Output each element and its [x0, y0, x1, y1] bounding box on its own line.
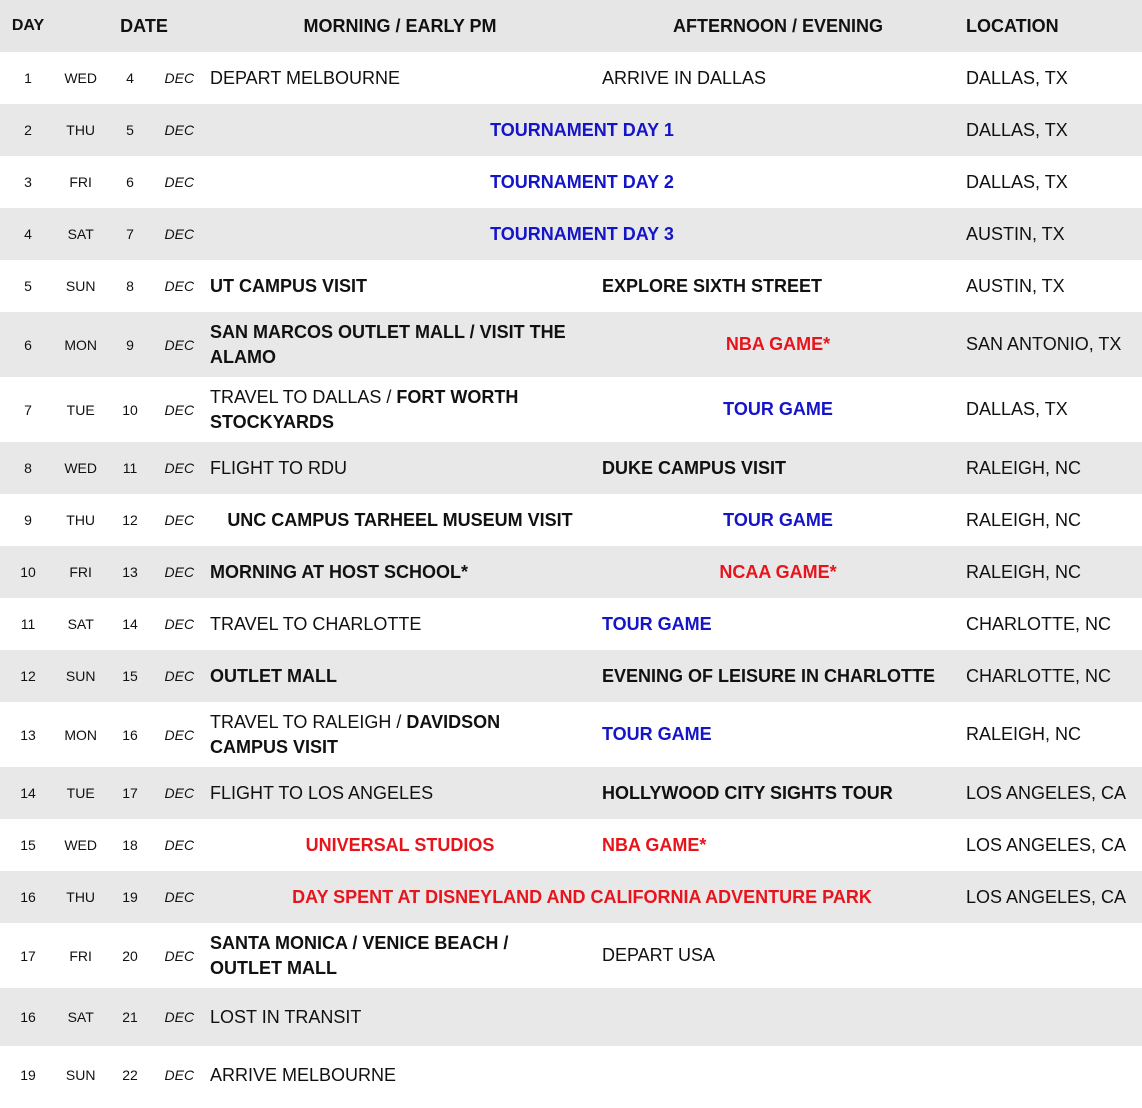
month: DEC [164, 278, 195, 294]
merged-activity: TOURNAMENT DAY 3 [204, 208, 960, 260]
location: DALLAS, TX [966, 171, 1068, 192]
month: DEC [164, 401, 195, 418]
location: DALLAS, TX [966, 399, 1068, 419]
day-number: 1 [24, 70, 32, 86]
day-number: 17 [20, 947, 36, 964]
weekday: WED [56, 442, 105, 494]
date-number: 22 [122, 1067, 138, 1083]
morning-activity-bold: FORT WORTH STOCKYARDS [210, 386, 519, 432]
location: RALEIGH, NC [966, 509, 1082, 530]
day-number: 6 [0, 312, 56, 377]
month: DEC [164, 616, 195, 632]
afternoon-activity: EVENING OF LEISURE IN CHARLOTTE [596, 650, 960, 702]
date-number: 4 [126, 70, 134, 86]
weekday: WED [64, 70, 97, 86]
table-row [0, 598, 1142, 650]
month: DEC [155, 546, 204, 598]
afternoon-activity: DEPART USA [602, 945, 716, 965]
weekday: TUE [56, 767, 105, 819]
weekday: SUN [65, 1067, 96, 1083]
month: DEC [155, 208, 204, 260]
weekday: SAT [67, 616, 94, 632]
month: DEC [164, 947, 195, 964]
morning-activity: UNIVERSAL STUDIOS [305, 834, 495, 855]
date-number: 20 [122, 947, 138, 964]
date-number: 7 [105, 208, 154, 260]
month: DEC [164, 1067, 195, 1083]
header-row [0, 0, 1142, 52]
date-number: 16 [122, 726, 138, 743]
weekday: FRI [56, 546, 105, 598]
day-number: 16 [0, 871, 56, 923]
day-number: 19 [20, 1067, 36, 1083]
morning-activity-part: TRAVEL TO RALEIGH / [210, 711, 407, 732]
month: DEC [155, 988, 204, 1046]
weekday: SAT [56, 208, 105, 260]
weekday: MON [64, 726, 97, 743]
afternoon-activity: NCAA GAME* [596, 546, 960, 598]
weekday: THU [66, 512, 96, 528]
date-number: 15 [105, 650, 154, 702]
location: LOS ANGELES, CA [960, 871, 1142, 923]
date-number: 14 [122, 616, 138, 632]
table-row [0, 988, 1142, 1046]
morning-activity: OUTLET MALL [204, 650, 596, 702]
date-number: 5 [105, 104, 154, 156]
weekday: SAT [56, 988, 105, 1046]
weekday: WED [64, 837, 97, 853]
weekday: THU [56, 104, 105, 156]
day-number: 14 [0, 767, 56, 819]
location: DALLAS, TX [960, 104, 1142, 156]
table-row [0, 156, 1142, 208]
location [960, 988, 1142, 1046]
morning-activity: UT CAMPUS VISIT [210, 275, 368, 296]
morning-activity: FLIGHT TO RDU [204, 442, 596, 494]
date-number: 17 [105, 767, 154, 819]
merged-activity: TOURNAMENT DAY 2 [490, 171, 674, 192]
afternoon-activity: TOUR GAME [602, 613, 712, 634]
merged-activity: DAY SPENT AT DISNEYLAND AND CALIFORNIA ADVENTURE PARK [204, 871, 960, 923]
merged-activity: TOURNAMENT DAY 1 [204, 104, 960, 156]
table-row [0, 52, 1142, 104]
location: DALLAS, TX [966, 67, 1068, 88]
afternoon-activity [596, 988, 960, 1046]
table-row [0, 494, 1142, 546]
table-row [0, 871, 1142, 923]
month: DEC [164, 174, 195, 190]
month: DEC [164, 70, 195, 86]
morning-activity: SANTA MONICA / VENICE BEACH / OUTLET MALL [210, 932, 509, 978]
table-row [0, 1046, 1142, 1104]
table-row [0, 377, 1142, 442]
afternoon-activity: ARRIVE IN DALLAS [602, 67, 767, 88]
location: LOS ANGELES, CA [960, 767, 1142, 819]
day-number: 5 [24, 278, 32, 294]
header-date: DATE [56, 0, 204, 52]
day-number: 7 [24, 401, 32, 418]
weekday: THU [56, 871, 105, 923]
day-number: 9 [24, 512, 32, 528]
day-number: 10 [0, 546, 56, 598]
date-number: 18 [122, 837, 138, 853]
date-number: 11 [105, 442, 154, 494]
day-number: 8 [0, 442, 56, 494]
date-number: 13 [105, 546, 154, 598]
morning-activity: ARRIVE MELBOURNE [210, 1064, 397, 1085]
header-afternoon: AFTERNOON / EVENING [596, 0, 960, 52]
afternoon-activity: TOUR GAME [723, 509, 833, 530]
afternoon-activity [596, 1046, 960, 1104]
header-location: LOCATION [960, 0, 1142, 52]
table-row [0, 442, 1142, 494]
morning-activity-part: TRAVEL TO DALLAS / [210, 386, 397, 407]
morning-activity: MORNING AT HOST SCHOOL* [204, 546, 596, 598]
date-number: 12 [122, 512, 138, 528]
table-row [0, 650, 1142, 702]
day-number: 16 [0, 988, 56, 1046]
month: DEC [164, 837, 195, 853]
location [960, 1046, 1142, 1104]
location: CHARLOTTE, NC [966, 613, 1112, 634]
table-row [0, 767, 1142, 819]
morning-activity: SAN MARCOS OUTLET MALL / VISIT THE ALAMO [204, 312, 596, 377]
day-number: 11 [20, 616, 36, 632]
header-morning: MORNING / EARLY PM [204, 0, 596, 52]
month: DEC [155, 442, 204, 494]
afternoon-activity: NBA GAME* [596, 312, 960, 377]
morning-activity [204, 702, 596, 767]
date-number: 8 [126, 278, 134, 294]
afternoon-activity: HOLLYWOOD CITY SIGHTS TOUR [596, 767, 960, 819]
location: AUSTIN, TX [960, 208, 1142, 260]
morning-activity [204, 377, 596, 442]
location: SAN ANTONIO, TX [960, 312, 1142, 377]
table-row [0, 702, 1142, 767]
morning-activity: FLIGHT TO LOS ANGELES [204, 767, 596, 819]
morning-activity: DEPART MELBOURNE [210, 67, 401, 88]
table-row [0, 819, 1142, 871]
afternoon-activity: TOUR GAME [723, 399, 833, 419]
table-row [0, 104, 1142, 156]
date-number: 10 [122, 401, 138, 418]
morning-activity: UNC CAMPUS TARHEEL MUSEUM VISIT [227, 509, 573, 530]
day-number: 13 [20, 726, 36, 743]
location: RALEIGH, NC [966, 724, 1082, 744]
morning-activity: TRAVEL TO CHARLOTTE [210, 613, 422, 634]
table-row [0, 546, 1142, 598]
date-number: 6 [126, 174, 134, 190]
weekday: MON [56, 312, 105, 377]
month: DEC [155, 767, 204, 819]
afternoon-activity: DUKE CAMPUS VISIT [596, 442, 960, 494]
afternoon-activity: NBA GAME* [602, 834, 707, 855]
weekday: FRI [69, 947, 92, 964]
date-number: 9 [105, 312, 154, 377]
weekday: SUN [56, 650, 105, 702]
month: DEC [155, 104, 204, 156]
day-number: 12 [0, 650, 56, 702]
location: RALEIGH, NC [960, 442, 1142, 494]
table-row [0, 208, 1142, 260]
month: DEC [155, 650, 204, 702]
weekday: FRI [69, 174, 92, 190]
table-row [0, 923, 1142, 988]
morning-activity-bold: DAVIDSON CAMPUS VISIT [210, 711, 501, 757]
location: LOS ANGELES, CA [966, 834, 1127, 855]
day-number: 15 [20, 837, 36, 853]
weekday: TUE [66, 401, 95, 418]
location [960, 923, 1142, 988]
date-number: 21 [105, 988, 154, 1046]
location: CHARLOTTE, NC [960, 650, 1142, 702]
month: DEC [155, 871, 204, 923]
location: AUSTIN, TX [966, 275, 1065, 296]
table-row [0, 312, 1142, 377]
date-number: 19 [105, 871, 154, 923]
morning-activity: LOST IN TRANSIT [204, 988, 596, 1046]
day-number: 4 [0, 208, 56, 260]
month: DEC [164, 512, 195, 528]
month: DEC [164, 726, 195, 743]
header-day: DAY [0, 0, 56, 52]
weekday: SUN [65, 278, 96, 294]
location: RALEIGH, NC [960, 546, 1142, 598]
day-number: 2 [0, 104, 56, 156]
month: DEC [155, 312, 204, 377]
afternoon-activity: EXPLORE SIXTH STREET [602, 275, 823, 296]
afternoon-activity: TOUR GAME [602, 724, 712, 744]
table-row [0, 260, 1142, 312]
day-number: 3 [24, 174, 32, 190]
